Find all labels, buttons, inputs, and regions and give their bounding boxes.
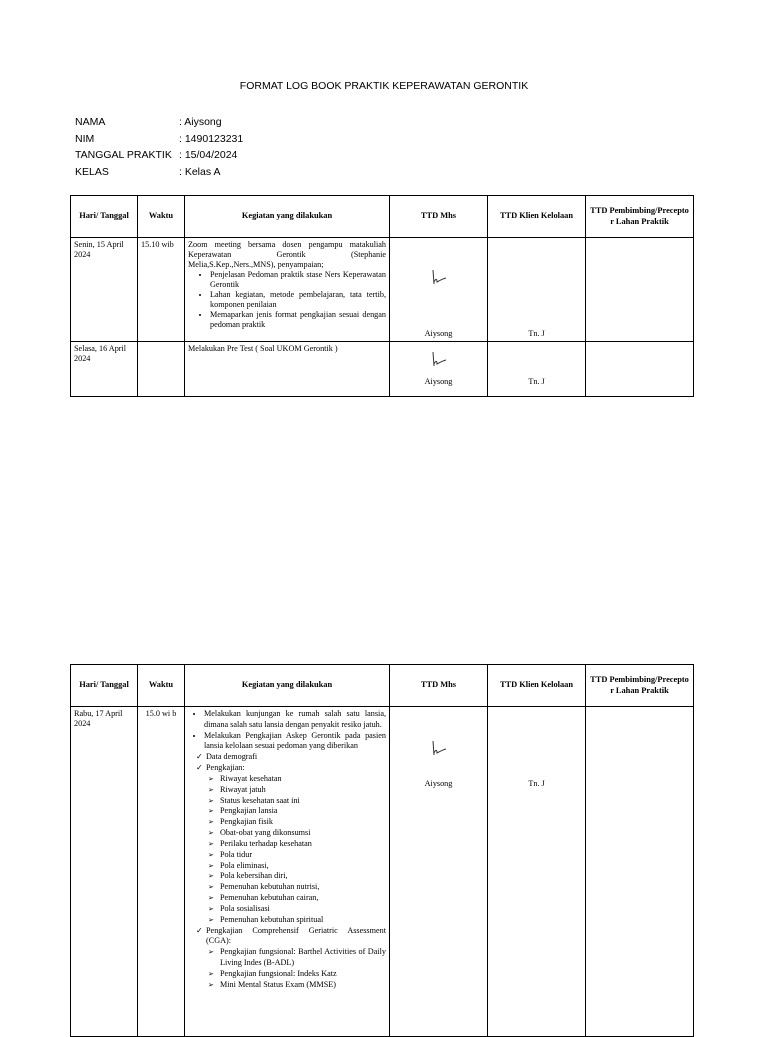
header-kegiatan: Kegiatan yang dilakukan: [185, 196, 390, 238]
sub-item: ➢ Pemenuhan kebutuhan nutrisi,: [220, 882, 386, 893]
cell-hari: Rabu, 17 April 2024: [71, 707, 138, 1037]
cell-ttd-klien: [488, 707, 586, 1037]
signature-mark: [427, 350, 451, 372]
cell-ttd-mhs: [390, 707, 488, 1037]
cell-ttd-pembimbing: [586, 238, 694, 342]
info-row-kelas: KELAS : Kelas A: [75, 165, 221, 178]
klien-name: Tn. J: [528, 779, 545, 788]
sub-item: ➢ Riwayat jatuh: [220, 785, 386, 796]
check-item: ✓ Pengkajian: ➢ Riwayat kesehatan ➢ Riwayat jatuh ➢ Status kesehatan saat ini ➢ Pengkajian lansia ➢ Pengkajian fisik ➢ Obat-obat yang dikonsumsi ➢ Perilaku terhadap kesehatan ➢ Pola tidur ➢ Pola eliminasi, ➢ Pola kebersihan diri, ➢ Pemenuhan kebutuhan nutrisi, ➢ Pemenuhan kebutuhan cairan, ➢ Pola sosialisasi ➢ Pemenuhan kebutuhan spiritual: [206, 763, 386, 925]
sub-item: ➢ Pola kebersihan diri,: [220, 871, 386, 882]
signature-mark: [427, 268, 451, 290]
header-ttd-klien: TTD Klien Kelolaan: [488, 196, 586, 238]
cell-waktu: [138, 342, 185, 397]
sub-list: [206, 774, 386, 926]
signer-name: Aiysong: [424, 779, 453, 788]
cell-waktu: 15.0 wi b: [138, 707, 185, 1037]
sub-item: ➢ Pemenuhan kebutuhan spiritual: [220, 915, 386, 926]
klien-name: Tn. J: [528, 329, 545, 338]
sub-item: ➢ Pengkajian fisik: [220, 817, 386, 828]
cell-kegiatan: [185, 238, 390, 342]
list-item: • Melakukan kunjungan ke rumah salah satu lansia, dimana salah satu lansia dengan penyakit resiko jatuh.: [204, 709, 386, 731]
table-row: [71, 707, 694, 1037]
sub-item: ➢ Riwayat kesehatan: [220, 774, 386, 785]
check-item: ✓ Pengkajian Comprehensif Geriatric Assessment (CGA): ➢ Pengkajian fungsional: Barthel Activities of Daily Living Indes (B-ADL) ➢ Pengkajian fungsional: Indeks Katz ➢ Mini Mental Status Exam (MMSE): [206, 926, 386, 991]
table-row: [71, 238, 694, 342]
cell-ttd-pembimbing: [586, 707, 694, 1037]
sub-item: ➢ Pemenuhan kebutuhan cairan,: [220, 893, 386, 904]
header-hari: Hari/ Tanggal: [71, 196, 138, 238]
cell-hari: Selasa, 16 April 2024: [71, 342, 138, 397]
info-row-tanggal: TANGGAL PRAKTIK : 15/04/2024: [75, 149, 238, 161]
check-list: [188, 752, 386, 990]
list-item: • Melakukan Pengkajian Askep Gerontik pada pasien lansia kelolaan sesuai pedoman yang diberikan: [204, 731, 386, 753]
info-row-nama: NAMA : Aiysong: [75, 116, 222, 128]
header-waktu: Waktu: [138, 665, 185, 707]
sub-item: ➢ Pola eliminasi,: [220, 861, 386, 872]
info-row-nim: NIM : 1490123231: [75, 132, 244, 145]
header-hari: Hari/ Tanggal: [71, 665, 138, 707]
kegiatan-intro: Zoom meeting bersama dosen pengampu matakuliah Keperawatan Gerontik (Stephanie Melia,S.Kep.,Ners.,MNS), penyampaian;: [188, 240, 386, 269]
sub-item: ➢ Pengkajian lansia: [220, 806, 386, 817]
cell-ttd-mhs: [390, 342, 488, 397]
cell-ttd-klien: [488, 238, 586, 342]
header-ttd-pembimbing: TTD Pembimbing/Precepto r Lahan Praktik: [586, 196, 694, 238]
cell-waktu: 15.10 wib: [138, 238, 185, 342]
page-title: FORMAT LOG BOOK PRAKTIK KEPERAWATAN GERONTIK: [239, 80, 529, 92]
cell-ttd-mhs: [390, 238, 488, 342]
klien-name: Tn. J: [528, 377, 545, 386]
logbook-table-1: [70, 195, 694, 397]
kegiatan-list: [188, 709, 386, 752]
sub-item: ➢ Pola sosialisasi: [220, 904, 386, 915]
header-kegiatan: Kegiatan yang dilakukan: [185, 665, 390, 707]
header-ttd-pembimbing: TTD Pembimbing/Precepto r Lahan Praktik: [586, 665, 694, 707]
sub-item: ➢ Pengkajian fungsional: Indeks Katz: [220, 969, 386, 980]
table-header-row: [71, 665, 694, 707]
header-ttd-klien: TTD Klien Kelolaan: [488, 665, 586, 707]
sub-list: [206, 947, 386, 990]
cell-kegiatan: Melakukan Pre Test ( Soal UKOM Gerontik ): [185, 342, 390, 397]
table-row: [71, 342, 694, 397]
signer-name: Aiysong: [424, 377, 453, 386]
cell-ttd-pembimbing: [586, 342, 694, 397]
signer-name: Aiysong: [424, 329, 453, 338]
header-ttd-mhs: TTD Mhs: [390, 196, 488, 238]
cell-hari: Senin, 15 April 2024: [71, 238, 138, 342]
header-ttd-mhs: TTD Mhs: [390, 665, 488, 707]
check-item: ✓ Data demografi: [206, 752, 386, 763]
list-item: • Memaparkan jenis format pengkajian sesuai dengan pedoman praktik: [210, 310, 386, 330]
kegiatan-list: [188, 270, 386, 330]
table-header-row: [71, 196, 694, 238]
list-item: • Penjelasan Pedoman praktik stase Ners Keperawatan Gerontik: [210, 270, 386, 290]
sub-item: ➢ Perilaku terhadap kesehatan: [220, 839, 386, 850]
list-item: • Lahan kegiatan, metode pembelajaran, tata tertib, komponen penilaian: [210, 290, 386, 310]
header-waktu: Waktu: [138, 196, 185, 238]
sub-item: ➢ Pengkajian fungsional: Barthel Activities of Daily Living Indes (B-ADL): [220, 947, 386, 969]
sub-item: ➢ Pola tidur: [220, 850, 386, 861]
cell-ttd-klien: [488, 342, 586, 397]
sub-item: ➢ Status kesehatan saat ini: [220, 796, 386, 807]
cell-kegiatan: [185, 707, 390, 1037]
signature-mark: [427, 739, 451, 761]
sub-item: ➢ Mini Mental Status Exam (MMSE): [220, 980, 386, 991]
logbook-table-2: [70, 664, 694, 1037]
sub-item: ➢ Obat-obat yang dikonsumsi: [220, 828, 386, 839]
student-info: [75, 114, 243, 180]
